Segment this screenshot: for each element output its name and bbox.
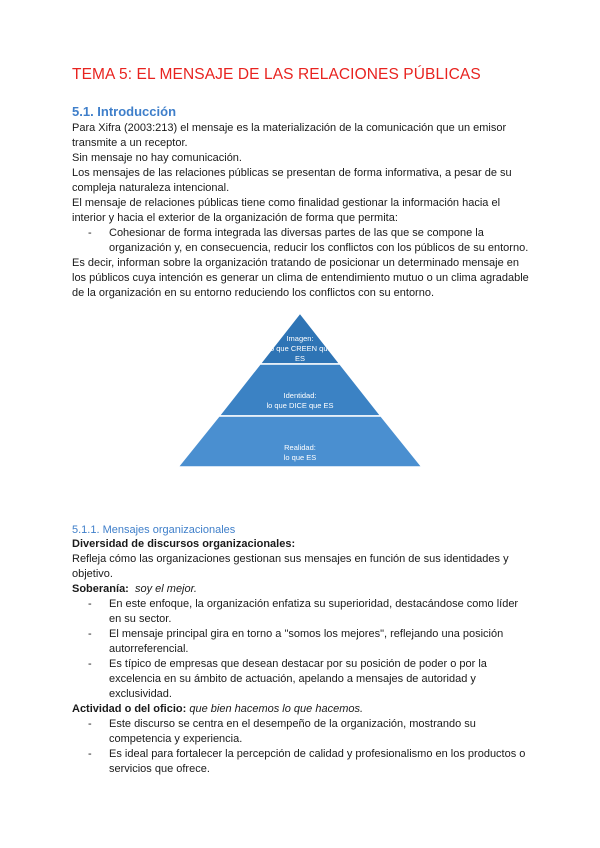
pyramid-top-line-3: ES: [294, 354, 305, 363]
messages-subheading: Diversidad de discursos organizacionales:: [72, 538, 296, 550]
soberania-label: Soberanía:: [72, 583, 129, 595]
pyramid-top-line-2: lo que CREEN que: [268, 344, 332, 353]
pyramid-label-middle: [240, 391, 360, 411]
document-title: TEMA 5: EL MENSAJE DE LAS RELACIONES PÚBLICAS: [72, 66, 481, 83]
intro-paragraph-3: Los mensajes de las relaciones públicas se presentan de forma informativa, a pesar de su compleja naturaleza intencional.: [72, 167, 512, 194]
pyramid-label-top: [240, 334, 360, 364]
soberania-bullet-3: - Es típico de empresas que desean destacar por su posición de poder o por la excelencia en su ámbito de actuación, apelando a mensajes de autoridad y exclusividad.: [72, 657, 532, 702]
soberania-bullet-list: [72, 597, 532, 702]
pyramid-top-line-1: Imagen:: [286, 334, 314, 343]
intro-paragraph-5: Es decir, informan sobre la organización tratando de posicionar un determinado mensaje en los públicos cuya intención es generar un clima de entendimiento mutuo o un clima agradable de la organización en su entorno reduciendo los conflictos con su entorno.: [72, 257, 529, 299]
actividad-bullet-list: [72, 717, 532, 777]
pyramid-bottom-line-1: Realidad:: [284, 443, 316, 452]
intro-paragraph-4: El mensaje de relaciones públicas tiene como finalidad gestionar la información hacia el interior y hacia el exterior de la organización de forma que permita:: [72, 197, 501, 224]
actividad-label: Actividad o del oficio:: [72, 703, 187, 715]
actividad-bullet-2: - Es ideal para fortalecer la percepción de calidad y profesionalismo en los productos o servicios que ofrece.: [72, 747, 532, 777]
actividad-line: [72, 702, 532, 717]
soberania-bullet-1: - En este enfoque, la organización enfatiza su superioridad, destacándose como líder en su sector.: [72, 597, 532, 627]
identity-pyramid-figure: [72, 313, 532, 518]
soberania-line: [72, 582, 532, 597]
intro-paragraph-1: Para Xifra (2003:213) el mensaje es la materialización de la comunicación que un emisor transmite a un receptor.: [72, 122, 507, 149]
actividad-motto: que bien hacemos lo que hacemos.: [189, 703, 364, 715]
document-page: [72, 66, 532, 777]
pyramid-middle-line-1: Identidad:: [283, 391, 317, 400]
pyramid-label-bottom: [240, 443, 360, 463]
intro-bullet-list: [72, 226, 532, 256]
soberania-bullet-2: - El mensaje principal gira en torno a "somos los mejores", reflejando una posición autorreferencial.: [72, 627, 532, 657]
actividad-bullet-1: - Este discurso se centra en el desempeño de la organización, mostrando su competencia y experiencia.: [72, 717, 532, 747]
pyramid-bottom-line-2: lo que ES: [283, 453, 317, 462]
soberania-motto: soy el mejor.: [134, 583, 197, 595]
section-heading-messages: 5.1.1. Mensajes organizacionales: [72, 524, 236, 536]
pyramid-middle-line-2: lo que DICE que ES: [266, 401, 334, 410]
intro-bullet-1: - Cohesionar de forma integrada las diversas partes de las que se compone la organización y, en consecuencia, reducir los conflictos con los públicos de su entorno.: [72, 226, 532, 256]
messages-paragraph-1: Refleja cómo las organizaciones gestionan sus mensajes en función de sus identidades y objetivo.: [72, 553, 509, 580]
section-heading-intro: 5.1. Introducción: [72, 104, 177, 119]
intro-paragraph-2: Sin mensaje no hay comunicación.: [72, 152, 242, 164]
